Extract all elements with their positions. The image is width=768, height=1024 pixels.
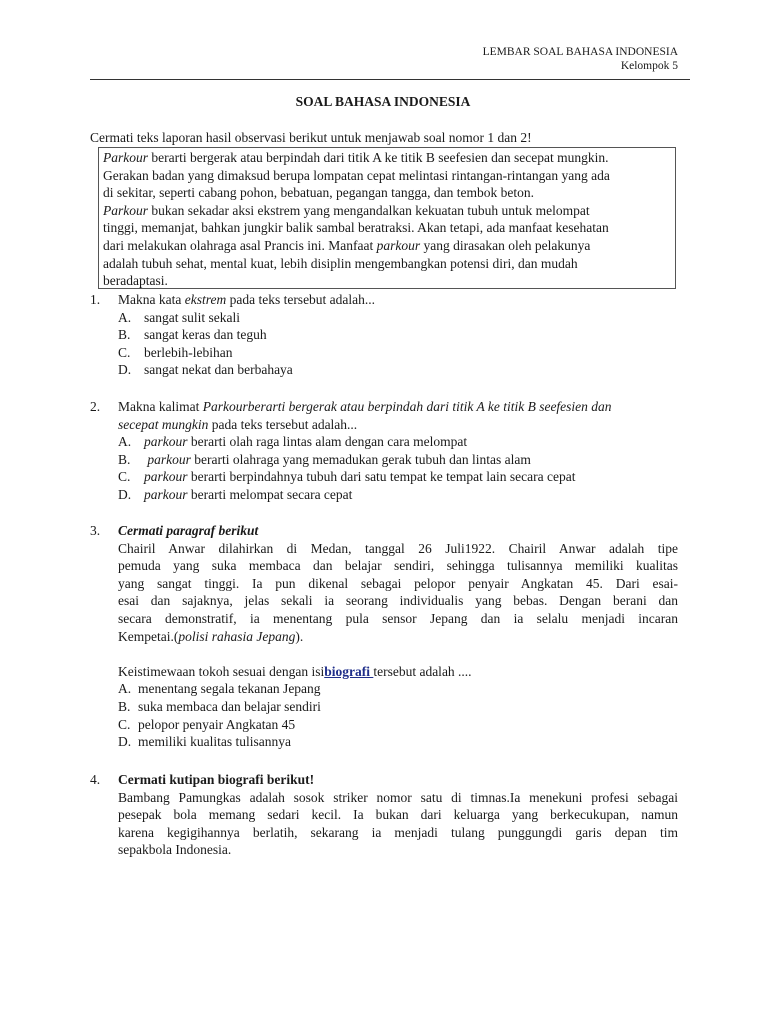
- header-group: Kelompok 5: [620, 60, 678, 72]
- paragraph-line: [118, 628, 678, 646]
- prompt-text: Keistimewaan tokoh sesuai dengan isi: [118, 663, 325, 679]
- question-stem-cont: [118, 416, 678, 434]
- option-text: sangat sulit sekali: [144, 309, 240, 325]
- option-letter: A.: [118, 681, 132, 697]
- answer-option-d[interactable]: [118, 361, 678, 379]
- option-text: berlebih-lebihan: [144, 344, 233, 360]
- page-header: [483, 45, 678, 73]
- box-line: [103, 149, 670, 167]
- box-line: [103, 202, 670, 220]
- answer-option-b[interactable]: [118, 698, 678, 716]
- option-text: berarti berpindahnya tubuh dari satu tempat ke tempat lain secara cepat: [187, 469, 576, 485]
- question-heading: [118, 522, 678, 540]
- header-divider: [90, 79, 690, 80]
- stem-italic: Parkourberarti bergerak atau berpindah dari titik A ke titik B seefesien dan: [202, 399, 612, 414]
- heading-text: Cermati kutipan biografi berikut!: [118, 772, 315, 787]
- question-stem: [118, 398, 678, 416]
- answer-option-d[interactable]: [118, 733, 678, 751]
- answer-option-c[interactable]: [118, 716, 678, 734]
- option-letter: B.: [118, 698, 131, 714]
- box-text: bukan sekadar aksi ekstrem yang mengandalkan kekuatan tubuh untuk melompat: [148, 202, 590, 218]
- header-title: LEMBAR SOAL BAHASA INDONESIA: [482, 46, 678, 58]
- answer-option-c[interactable]: [118, 468, 678, 486]
- stem-text: Makna kalimat: [118, 399, 203, 414]
- question-number: 2.: [90, 399, 101, 414]
- stem-italic: secepat mungkin: [118, 416, 209, 432]
- option-letter: B.: [118, 451, 131, 467]
- question-heading: [118, 771, 678, 789]
- box-line: di sekitar, seperti cabang pohon, bebatuan, pegangan tangga, dan tembok beton.: [103, 185, 534, 201]
- box-line: [103, 237, 670, 255]
- intro-instruction: Cermati teks laporan hasil observasi berikut untuk menjawab soal nomor 1 dan 2!: [90, 130, 532, 145]
- option-text: pelopor penyair Angkatan 45: [138, 716, 296, 732]
- answer-option-a[interactable]: [118, 680, 678, 698]
- box-text: berarti bergerak atau berpindah dari titik A ke titik B seefesien dan secepat mungkin.: [148, 150, 609, 165]
- option-text: menentang segala tekanan Jepang: [138, 681, 321, 697]
- stem-text: pada teks tersebut adalah...: [226, 292, 376, 307]
- option-letter: D.: [118, 362, 132, 378]
- answer-option-b[interactable]: [118, 326, 678, 344]
- answer-option-c[interactable]: [118, 344, 678, 362]
- term-italic: Parkour: [103, 202, 148, 218]
- question-number: 1.: [90, 292, 101, 307]
- option-letter: D.: [118, 734, 132, 750]
- term-italic: parkour: [144, 469, 188, 485]
- option-letter: D.: [118, 486, 132, 502]
- term-italic: parkour: [147, 451, 191, 467]
- box-text: yang dirasakan oleh pelakunya: [420, 237, 591, 253]
- option-text: berarti melompat secara cepat: [187, 486, 353, 502]
- term-italic: parkour: [144, 434, 188, 450]
- answer-option-d[interactable]: [118, 486, 678, 504]
- question-prompt: [118, 663, 678, 681]
- option-letter: B.: [118, 327, 131, 343]
- paragraph-text: ).: [295, 628, 304, 644]
- option-text: suka membaca dan belajar sendiri: [138, 698, 321, 714]
- box-line: tinggi, memanjat, bahkan jungkir balik sambal beratraksi. Akan tetapi, ada manfaat kesehatan: [103, 220, 609, 236]
- paragraph-line: yang sangat tinggi. Ia pun dikenal sebagai pelopor penyair Angkatan 45. Dari esai-: [118, 575, 678, 591]
- option-text: memiliki kualitas tulisannya: [138, 734, 291, 750]
- option-text: berarti olahraga yang memadukan gerak tubuh dan lintas alam: [190, 451, 531, 467]
- paragraph-line: pesepak bola memang sedari kecil. Ia bukan dari keluarga yang berkecukupan, namun: [118, 807, 678, 823]
- paragraph-line: Bambang Pamungkas adalah sosok striker nomor satu di timnas.Ia menekuni profesi sebagai: [118, 789, 678, 805]
- option-letter: C.: [118, 469, 131, 485]
- box-line: Gerakan badan yang dimaksud berupa lompatan cepat melintasi rintangan-rintangan yang ada: [103, 167, 610, 183]
- box-line: beradaptasi.: [103, 273, 168, 289]
- paragraph-line: secara demonstratif, ia menentang pula sensor Jepang dan ia selalu menjadi incaran: [118, 610, 678, 626]
- option-text: sangat keras dan teguh: [144, 327, 267, 343]
- box-line: adalah tubuh sehat, mental kuat, lebih disiplin mengembangkan potensi diri, dan mudah: [103, 255, 578, 271]
- question-1: [90, 291, 678, 379]
- paragraph-text: Kempetai.(: [118, 628, 179, 644]
- option-letter: A.: [118, 309, 132, 325]
- biografi-link[interactable]: biografi: [324, 663, 374, 679]
- term-italic: parkour: [144, 486, 188, 502]
- question-2: [90, 398, 678, 504]
- option-letter: C.: [118, 716, 131, 732]
- observation-text-box: [98, 147, 676, 289]
- answer-option-a[interactable]: [118, 309, 678, 327]
- paragraph-line: karena kegigihannya berlatih, sekarang ia menjadi tulang punggungdi garis depan tim: [118, 824, 678, 840]
- paragraph-line: Chairil Anwar dilahirkan di Medan, tanggal 26 Juli1922. Chairil Anwar adalah tipe: [118, 540, 678, 556]
- heading-text: Cermati paragraf berikut: [118, 523, 259, 538]
- paragraph-line: sepakbola Indonesia.: [118, 842, 232, 858]
- term-italic: Parkour: [103, 150, 148, 165]
- box-text: dari melakukan olahraga asal Prancis ini. Manfaat: [103, 237, 377, 253]
- answer-option-b[interactable]: [118, 451, 678, 469]
- option-letter: C.: [118, 344, 131, 360]
- question-4: [90, 771, 678, 859]
- paragraph-line: pemuda yang suka membaca dan belajar sendiri, sehingga tulisannya memiliki kualitas: [118, 558, 678, 574]
- spacer-line: [118, 645, 678, 663]
- stem-text: Makna kata: [118, 292, 185, 307]
- question-number: 3.: [90, 523, 101, 538]
- prompt-text: tersebut adalah ....: [373, 663, 472, 679]
- question-stem: [118, 291, 678, 309]
- term-italic: ekstrem: [184, 292, 227, 307]
- stem-text: pada teks tersebut adalah...: [208, 416, 358, 432]
- question-3: [90, 522, 678, 751]
- paragraph-italic: polisi rahasia Jepang: [178, 628, 296, 644]
- answer-option-a[interactable]: [118, 433, 678, 451]
- paragraph-line: esai dan sajaknya, jelas sekali ia seorang individualis yang bebas. Dengan berani dan: [118, 593, 678, 609]
- page-title: SOAL BAHASA INDONESIA: [295, 94, 471, 109]
- term-italic: parkour: [376, 237, 421, 253]
- option-text: sangat nekat dan berbahaya: [144, 362, 293, 378]
- option-letter: A.: [118, 434, 132, 450]
- question-number: 4.: [90, 772, 101, 787]
- option-text: berarti olah raga lintas alam dengan cara melompat: [187, 434, 468, 450]
